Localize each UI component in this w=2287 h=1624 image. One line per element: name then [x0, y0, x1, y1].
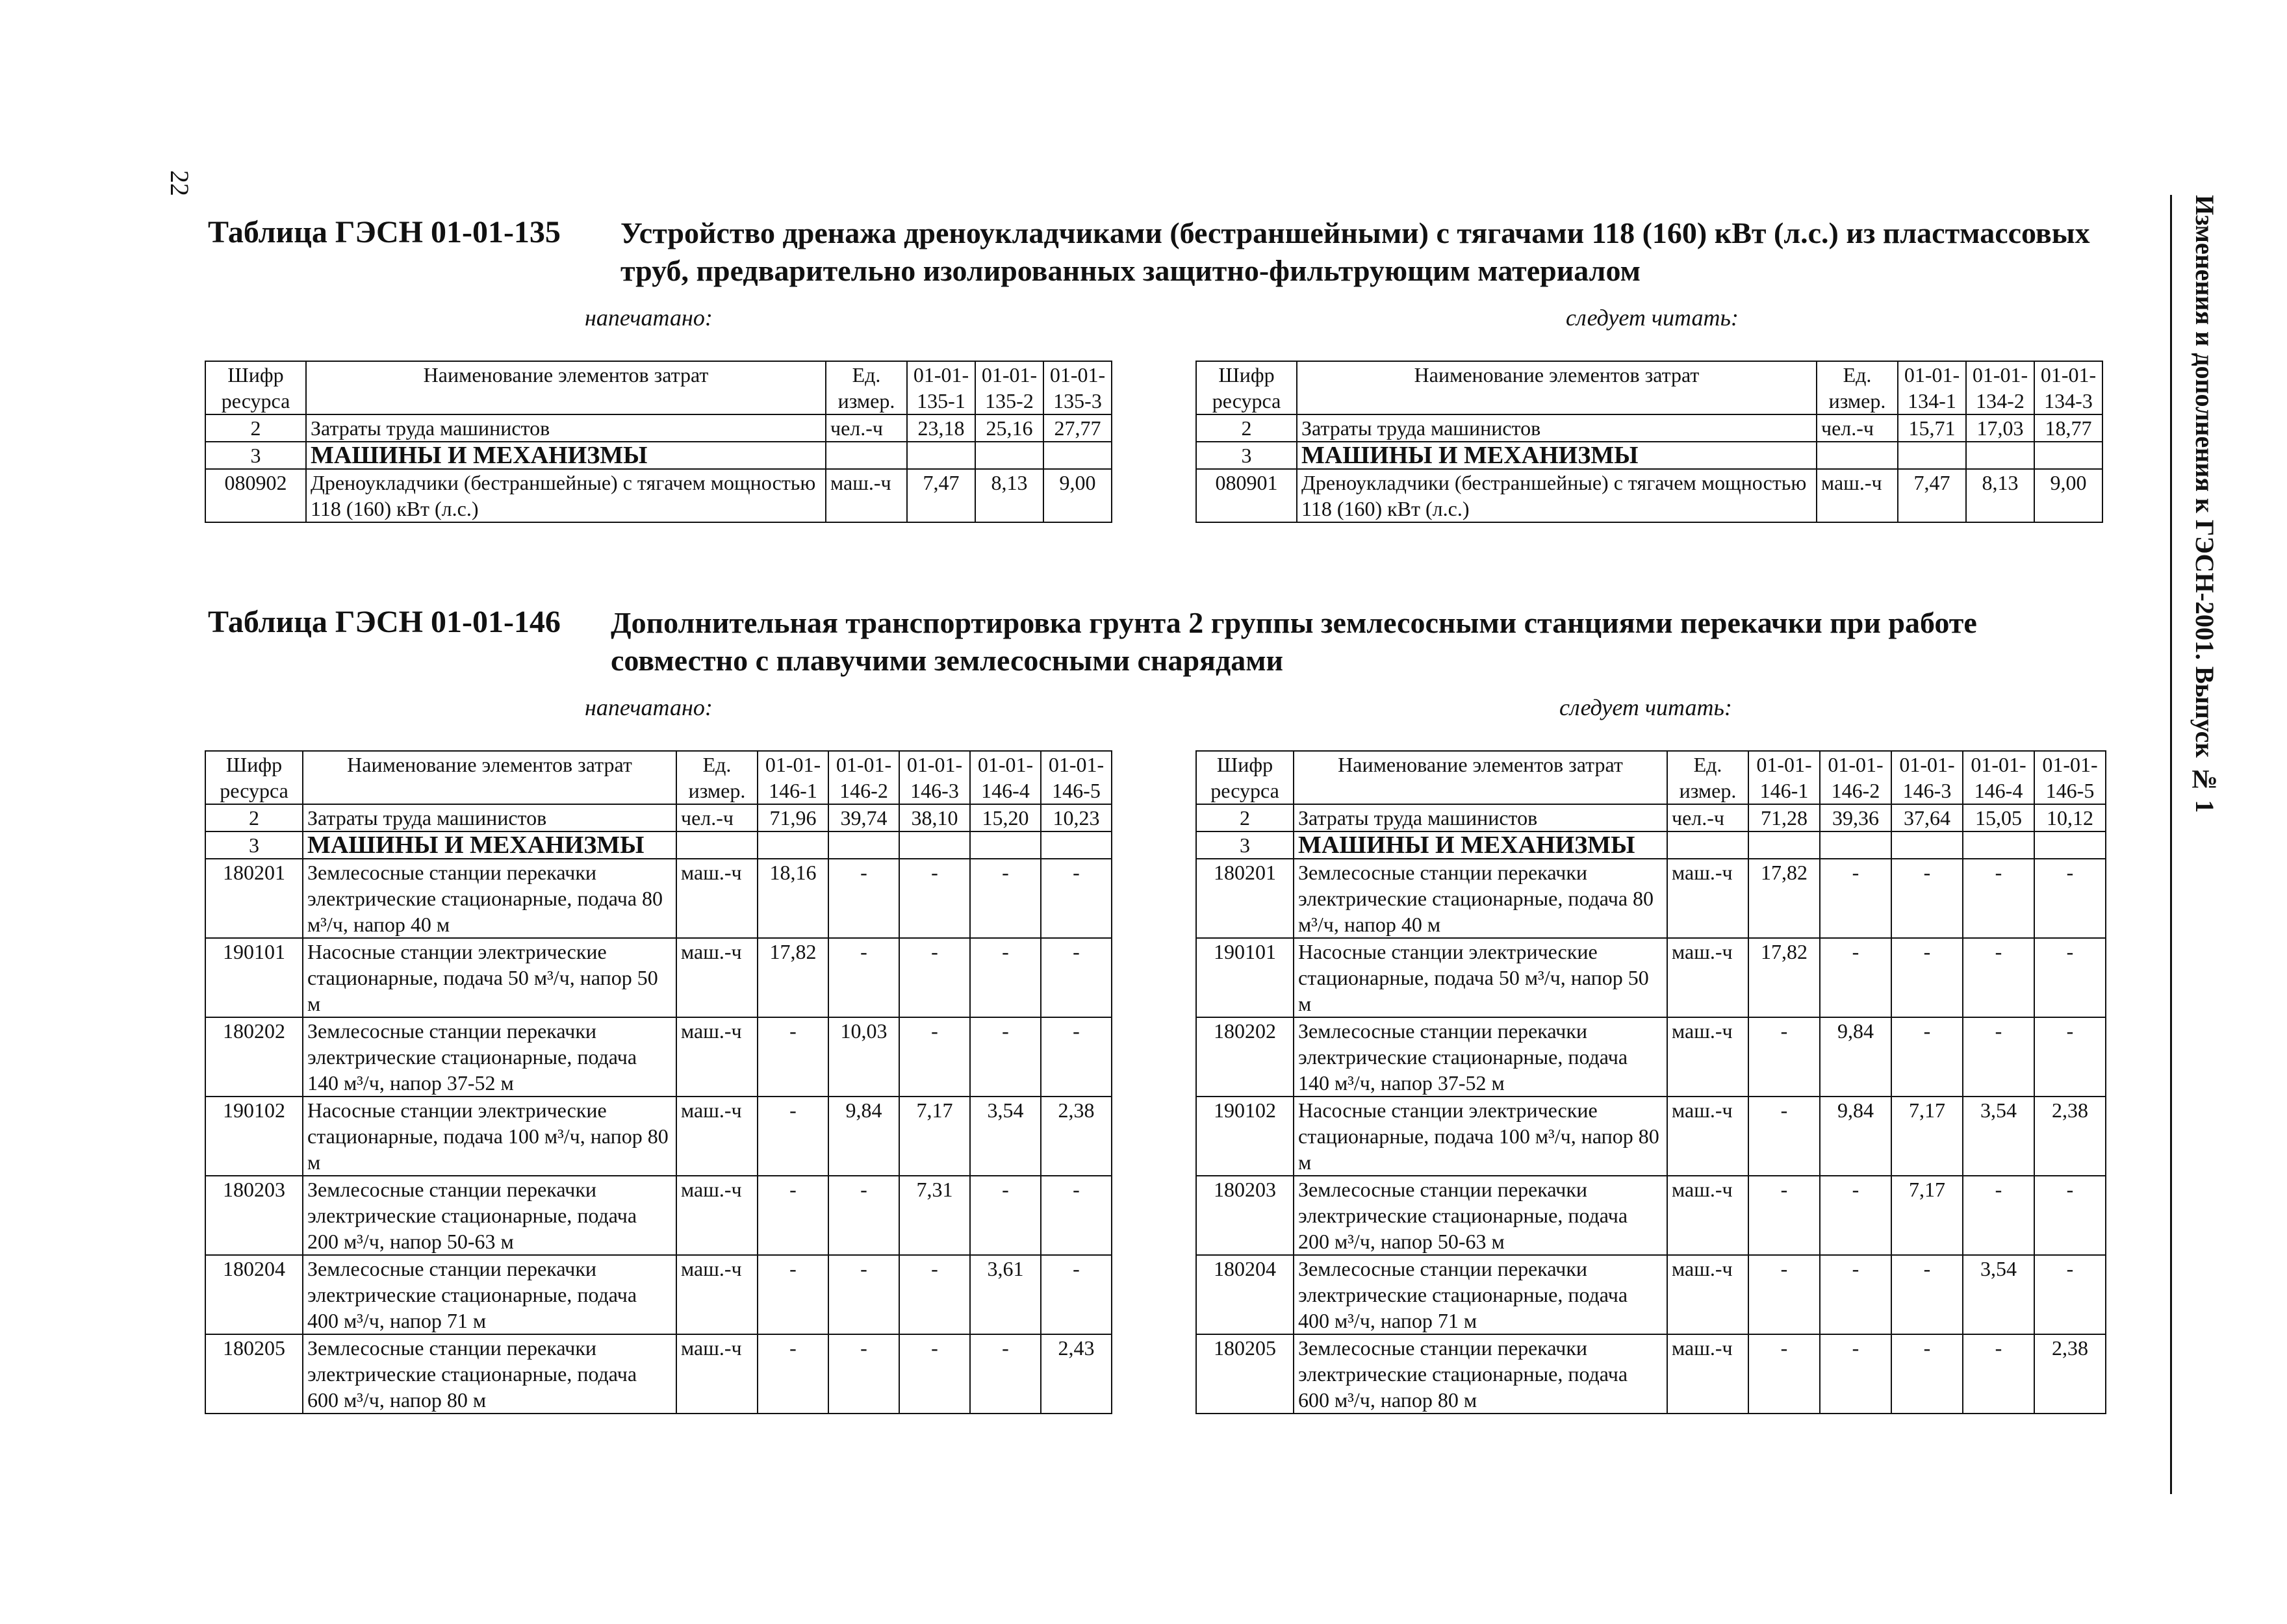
unit: маш.-ч: [1667, 859, 1748, 938]
col-header-unit: Ед. измер.: [826, 361, 907, 414]
table2-printed: [205, 750, 1112, 1414]
cost-element-name: Насосные станции электрические стационарные, подача 100 м³/ч, напор 80 м: [1294, 1097, 1667, 1176]
norm-value: [907, 442, 975, 469]
norm-value: 15,05: [1963, 804, 2034, 831]
norm-value: -: [1963, 1176, 2034, 1255]
norm-value: 7,47: [907, 469, 975, 522]
norm-value: 27,77: [1043, 414, 1112, 442]
resource-code: 190102: [1196, 1097, 1294, 1176]
norm-value: [975, 442, 1043, 469]
norm-value: -: [828, 859, 899, 938]
table-row: [1196, 1176, 2106, 1255]
norm-value: 8,13: [975, 469, 1043, 522]
col-header-norm: 01-01-146-2: [828, 751, 899, 804]
norm-value: -: [1891, 859, 1963, 938]
col-header-code: Шифр ресурса: [205, 361, 306, 414]
col-header-code: Шифр ресурса: [1196, 751, 1294, 804]
section-row: [205, 442, 1112, 469]
header-row: [1196, 361, 2102, 414]
unit: маш.-ч: [1667, 1334, 1748, 1414]
cost-element-name: Насосные станции электрические стационарные, подача 100 м³/ч, напор 80 м: [303, 1097, 676, 1176]
norm-value: -: [2034, 1017, 2106, 1097]
table1-title: Устройство дренажа дреноукладчиками (бестраншейными) с тягачами 118 (160) кВт (л.с.) из пластмассовых труб, предварительно изолированных защитно-фильтрующим материалом: [620, 216, 2090, 287]
col-header-norm: 01-01-146-1: [1748, 751, 1820, 804]
col-header-norm: 01-01-146-5: [1041, 751, 1112, 804]
norm-value: -: [758, 1017, 828, 1097]
norm-value: [1891, 831, 1963, 859]
norm-value: 7,47: [1898, 469, 1966, 522]
norm-value: 10,12: [2034, 804, 2106, 831]
norm-value: 2,38: [2034, 1097, 2106, 1176]
norm-value: -: [1820, 1176, 1891, 1255]
col-header-norm: 01-01-146-3: [899, 751, 970, 804]
norm-value: [828, 831, 899, 859]
unit: маш.-ч: [1817, 469, 1898, 522]
norm-value: 17,03: [1966, 414, 2034, 442]
col-header-name: Наименование элементов затрат: [303, 751, 676, 804]
norm-value: [899, 831, 970, 859]
norm-value: -: [899, 938, 970, 1017]
resource-code: 3: [205, 442, 306, 469]
norm-value: 7,17: [1891, 1097, 1963, 1176]
unit: чел.-ч: [1667, 804, 1748, 831]
norm-value: 18,77: [2034, 414, 2102, 442]
norm-value: -: [1748, 1097, 1820, 1176]
table-row: [205, 469, 1112, 522]
norm-value: -: [828, 1176, 899, 1255]
resource-code: 180205: [205, 1334, 303, 1414]
norm-value: -: [1041, 1017, 1112, 1097]
norm-value: 9,84: [828, 1097, 899, 1176]
resource-code: 180204: [205, 1255, 303, 1334]
norm-value: 15,20: [970, 804, 1041, 831]
cost-element-name: Землесосные станции перекачки электрические стационарные, подача 140 м³/ч, напор 37-52 м: [1294, 1017, 1667, 1097]
cost-element-name: Землесосные станции перекачки электрические стационарные, подача 80 м³/ч, напор 40 м: [303, 859, 676, 938]
table2-corrected: [1195, 750, 2106, 1414]
table-row: [205, 414, 1112, 442]
cost-element-name: Землесосные станции перекачки электрические стационарные, подача 200 м³/ч, напор 50-63 м: [303, 1176, 676, 1255]
norm-value: -: [2034, 938, 2106, 1017]
resource-code: 3: [205, 831, 303, 859]
table1-printed: [205, 361, 1112, 523]
cost-element-name: Землесосные станции перекачки электрические стационарные, подача 400 м³/ч, напор 71 м: [303, 1255, 676, 1334]
table-row: [1196, 1334, 2106, 1414]
page-number: 22: [165, 170, 194, 196]
norm-value: 18,16: [758, 859, 828, 938]
section-row: [1196, 831, 2106, 859]
resource-code: 190101: [1196, 938, 1294, 1017]
cost-element-name: Землесосные станции перекачки электрические стационарные, подача 400 м³/ч, напор 71 м: [1294, 1255, 1667, 1334]
col-header-norm: 01-01-135-3: [1043, 361, 1112, 414]
unit: [676, 831, 758, 859]
norm-value: -: [1041, 1176, 1112, 1255]
norm-value: [2034, 831, 2106, 859]
cost-element-name: Насосные станции электрические стационарные, подача 50 м³/ч, напор 50 м: [303, 938, 676, 1017]
resource-code: 080901: [1196, 469, 1297, 522]
resource-code: 3: [1196, 442, 1297, 469]
norm-value: 39,74: [828, 804, 899, 831]
table-row: [205, 1334, 1112, 1414]
cost-element-name: Землесосные станции перекачки электрические стационарные, подача 140 м³/ч, напор 37-52 м: [303, 1017, 676, 1097]
unit: [826, 442, 907, 469]
side-rule: [2170, 195, 2172, 1494]
unit: маш.-ч: [1667, 1097, 1748, 1176]
norm-value: [758, 831, 828, 859]
col-header-norm: 01-01-146-3: [1891, 751, 1963, 804]
norm-value: [1898, 442, 1966, 469]
table-row: [1196, 1255, 2106, 1334]
norm-value: -: [1748, 1176, 1820, 1255]
resource-code: 2: [1196, 804, 1294, 831]
resource-code: 180203: [1196, 1176, 1294, 1255]
resource-code: 2: [205, 414, 306, 442]
resource-code: 2: [205, 804, 303, 831]
resource-code: 180201: [1196, 859, 1294, 938]
norm-value: -: [1748, 1334, 1820, 1414]
col-header-norm: 01-01-146-2: [1820, 751, 1891, 804]
norm-value: -: [1748, 1017, 1820, 1097]
header-row: [1196, 751, 2106, 804]
side-header: Изменения и дополнения к ГЭСН-2001. Выпуск № 1: [2190, 195, 2219, 813]
cost-element-name: Землесосные станции перекачки электрические стационарные, подача 80 м³/ч, напор 40 м: [1294, 859, 1667, 938]
norm-value: 9,84: [1820, 1017, 1891, 1097]
norm-value: -: [1891, 1255, 1963, 1334]
norm-value: -: [970, 938, 1041, 1017]
table-row: [205, 1255, 1112, 1334]
norm-value: [970, 831, 1041, 859]
col-header-code: Шифр ресурса: [1196, 361, 1297, 414]
norm-value: -: [970, 1334, 1041, 1414]
norm-value: 25,16: [975, 414, 1043, 442]
norm-value: -: [1963, 859, 2034, 938]
resource-code: 180202: [1196, 1017, 1294, 1097]
norm-value: 23,18: [907, 414, 975, 442]
table-row: [1196, 414, 2102, 442]
resource-code: 180205: [1196, 1334, 1294, 1414]
norm-value: 7,17: [1891, 1176, 1963, 1255]
unit: маш.-ч: [676, 1176, 758, 1255]
norm-value: -: [2034, 859, 2106, 938]
norm-value: 3,54: [970, 1097, 1041, 1176]
norm-value: 37,64: [1891, 804, 1963, 831]
norm-value: 2,38: [1041, 1097, 1112, 1176]
header-row: [205, 751, 1112, 804]
col-header-norm: 01-01-146-4: [970, 751, 1041, 804]
norm-value: 39,36: [1820, 804, 1891, 831]
cost-element-name: Затраты труда машинистов: [1294, 804, 1667, 831]
cost-element-name: Затраты труда машинистов: [306, 414, 826, 442]
unit: маш.-ч: [676, 859, 758, 938]
table2-label: Таблица ГЭСН 01-01-146: [208, 605, 561, 639]
norm-value: -: [899, 1255, 970, 1334]
norm-value: -: [1748, 1255, 1820, 1334]
norm-value: 71,28: [1748, 804, 1820, 831]
unit: [1817, 442, 1898, 469]
norm-value: 7,31: [899, 1176, 970, 1255]
table-row: [1196, 1097, 2106, 1176]
norm-value: -: [1891, 1017, 1963, 1097]
table1-printed-caption: напечатано:: [585, 305, 713, 331]
norm-value: -: [758, 1334, 828, 1414]
norm-value: 17,82: [1748, 859, 1820, 938]
norm-value: -: [1820, 938, 1891, 1017]
norm-value: 17,82: [1748, 938, 1820, 1017]
unit: маш.-ч: [676, 1097, 758, 1176]
col-header-name: Наименование элементов затрат: [306, 361, 826, 414]
col-header-norm: 01-01-134-2: [1966, 361, 2034, 414]
unit: маш.-ч: [676, 1255, 758, 1334]
norm-value: 9,00: [1043, 469, 1112, 522]
unit: маш.-ч: [1667, 1176, 1748, 1255]
norm-value: 9,00: [2034, 469, 2102, 522]
norm-value: -: [970, 1176, 1041, 1255]
resource-code: 2: [1196, 414, 1297, 442]
resource-code: 180201: [205, 859, 303, 938]
col-header-norm: 01-01-134-1: [1898, 361, 1966, 414]
unit: маш.-ч: [1667, 1255, 1748, 1334]
norm-value: 71,96: [758, 804, 828, 831]
norm-value: 17,82: [758, 938, 828, 1017]
norm-value: -: [1041, 938, 1112, 1017]
table-row: [1196, 1017, 2106, 1097]
unit: чел.-ч: [1817, 414, 1898, 442]
norm-value: -: [1820, 859, 1891, 938]
norm-value: -: [1891, 1334, 1963, 1414]
resource-code: 190102: [205, 1097, 303, 1176]
table-row: [205, 859, 1112, 938]
unit: чел.-ч: [826, 414, 907, 442]
resource-code: 080902: [205, 469, 306, 522]
col-header-norm: 01-01-135-2: [975, 361, 1043, 414]
table-row: [205, 1176, 1112, 1255]
table1-corrected: [1195, 361, 2103, 523]
table2-corrected-caption: следует читать:: [1559, 694, 1732, 720]
col-header-norm: 01-01-146-4: [1963, 751, 2034, 804]
col-header-code: Шифр ресурса: [205, 751, 303, 804]
norm-value: 15,71: [1898, 414, 1966, 442]
norm-value: -: [828, 938, 899, 1017]
resource-code: 180202: [205, 1017, 303, 1097]
norm-value: 9,84: [1820, 1097, 1891, 1176]
norm-value: [2034, 442, 2102, 469]
unit: [1667, 831, 1748, 859]
norm-value: 3,61: [970, 1255, 1041, 1334]
unit: маш.-ч: [676, 1334, 758, 1414]
norm-value: -: [2034, 1255, 2106, 1334]
norm-value: 2,38: [2034, 1334, 2106, 1414]
norm-value: 10,23: [1041, 804, 1112, 831]
cost-element-name: Дреноукладчики (бестраншейные) с тягачем мощностью 118 (160) кВт (л.с.): [306, 469, 826, 522]
section-row: [1196, 442, 2102, 469]
unit: маш.-ч: [676, 938, 758, 1017]
cost-element-name: Затраты труда машинистов: [303, 804, 676, 831]
col-header-norm: 01-01-134-3: [2034, 361, 2102, 414]
norm-value: -: [2034, 1176, 2106, 1255]
norm-value: [1820, 831, 1891, 859]
table2-printed-caption: напечатано:: [585, 694, 713, 720]
cost-element-name: Насосные станции электрические стационарные, подача 50 м³/ч, напор 50 м: [1294, 938, 1667, 1017]
norm-value: -: [828, 1255, 899, 1334]
section-title: МАШИНЫ И МЕХАНИЗМЫ: [1294, 831, 1667, 859]
norm-value: 7,17: [899, 1097, 970, 1176]
table-row: [205, 1017, 1112, 1097]
resource-code: 3: [1196, 831, 1294, 859]
norm-value: -: [899, 859, 970, 938]
cost-element-name: Землесосные станции перекачки электрические стационарные, подача 600 м³/ч, напор 80 м: [303, 1334, 676, 1414]
unit: маш.-ч: [1667, 938, 1748, 1017]
norm-value: -: [758, 1176, 828, 1255]
section-title: МАШИНЫ И МЕХАНИЗМЫ: [1297, 442, 1817, 469]
unit: маш.-ч: [826, 469, 907, 522]
col-header-unit: Ед. измер.: [1817, 361, 1898, 414]
norm-value: -: [899, 1334, 970, 1414]
norm-value: [1966, 442, 2034, 469]
norm-value: 8,13: [1966, 469, 2034, 522]
table-row: [205, 938, 1112, 1017]
table1-corrected-caption: следует читать:: [1566, 305, 1739, 331]
norm-value: 3,54: [1963, 1097, 2034, 1176]
norm-value: -: [758, 1255, 828, 1334]
col-header-name: Наименование элементов затрат: [1294, 751, 1667, 804]
table-row: [1196, 469, 2102, 522]
table-row: [1196, 859, 2106, 938]
norm-value: -: [1963, 1017, 2034, 1097]
norm-value: -: [970, 859, 1041, 938]
section-row: [205, 831, 1112, 859]
col-header-name: Наименование элементов затрат: [1297, 361, 1817, 414]
table-row: [1196, 938, 2106, 1017]
norm-value: -: [1820, 1255, 1891, 1334]
header-row: [205, 361, 1112, 414]
norm-value: [1748, 831, 1820, 859]
cost-element-name: Землесосные станции перекачки электрические стационарные, подача 200 м³/ч, напор 50-63 м: [1294, 1176, 1667, 1255]
norm-value: [1043, 442, 1112, 469]
norm-value: 38,10: [899, 804, 970, 831]
table-row: [1196, 804, 2106, 831]
col-header-unit: Ед. измер.: [1667, 751, 1748, 804]
resource-code: 180203: [205, 1176, 303, 1255]
norm-value: -: [1963, 938, 2034, 1017]
resource-code: 180204: [1196, 1255, 1294, 1334]
section-title: МАШИНЫ И МЕХАНИЗМЫ: [306, 442, 826, 469]
unit: чел.-ч: [676, 804, 758, 831]
norm-value: 3,54: [1963, 1255, 2034, 1334]
table-row: [205, 1097, 1112, 1176]
norm-value: -: [1041, 1255, 1112, 1334]
norm-value: -: [758, 1097, 828, 1176]
norm-value: -: [1820, 1334, 1891, 1414]
col-header-norm: 01-01-146-1: [758, 751, 828, 804]
norm-value: -: [1891, 938, 1963, 1017]
col-header-norm: 01-01-146-5: [2034, 751, 2106, 804]
table1-label: Таблица ГЭСН 01-01-135: [208, 215, 561, 249]
norm-value: [1963, 831, 2034, 859]
norm-value: -: [828, 1334, 899, 1414]
table2-title: Дополнительная транспортировка грунта 2 группы землесосными станциями перекачки при работе совместно с плавучими землесосными снарядами: [611, 606, 1977, 677]
norm-value: [1041, 831, 1112, 859]
norm-value: -: [970, 1017, 1041, 1097]
unit: маш.-ч: [1667, 1017, 1748, 1097]
norm-value: -: [1041, 859, 1112, 938]
norm-value: -: [899, 1017, 970, 1097]
col-header-norm: 01-01-135-1: [907, 361, 975, 414]
table-row: [205, 804, 1112, 831]
norm-value: -: [1963, 1334, 2034, 1414]
unit: маш.-ч: [676, 1017, 758, 1097]
norm-value: 10,03: [828, 1017, 899, 1097]
cost-element-name: Землесосные станции перекачки электрические стационарные, подача 600 м³/ч, напор 80 м: [1294, 1334, 1667, 1414]
col-header-unit: Ед. измер.: [676, 751, 758, 804]
section-title: МАШИНЫ И МЕХАНИЗМЫ: [303, 831, 676, 859]
resource-code: 190101: [205, 938, 303, 1017]
cost-element-name: Дреноукладчики (бестраншейные) с тягачем мощностью 118 (160) кВт (л.с.): [1297, 469, 1817, 522]
norm-value: 2,43: [1041, 1334, 1112, 1414]
cost-element-name: Затраты труда машинистов: [1297, 414, 1817, 442]
